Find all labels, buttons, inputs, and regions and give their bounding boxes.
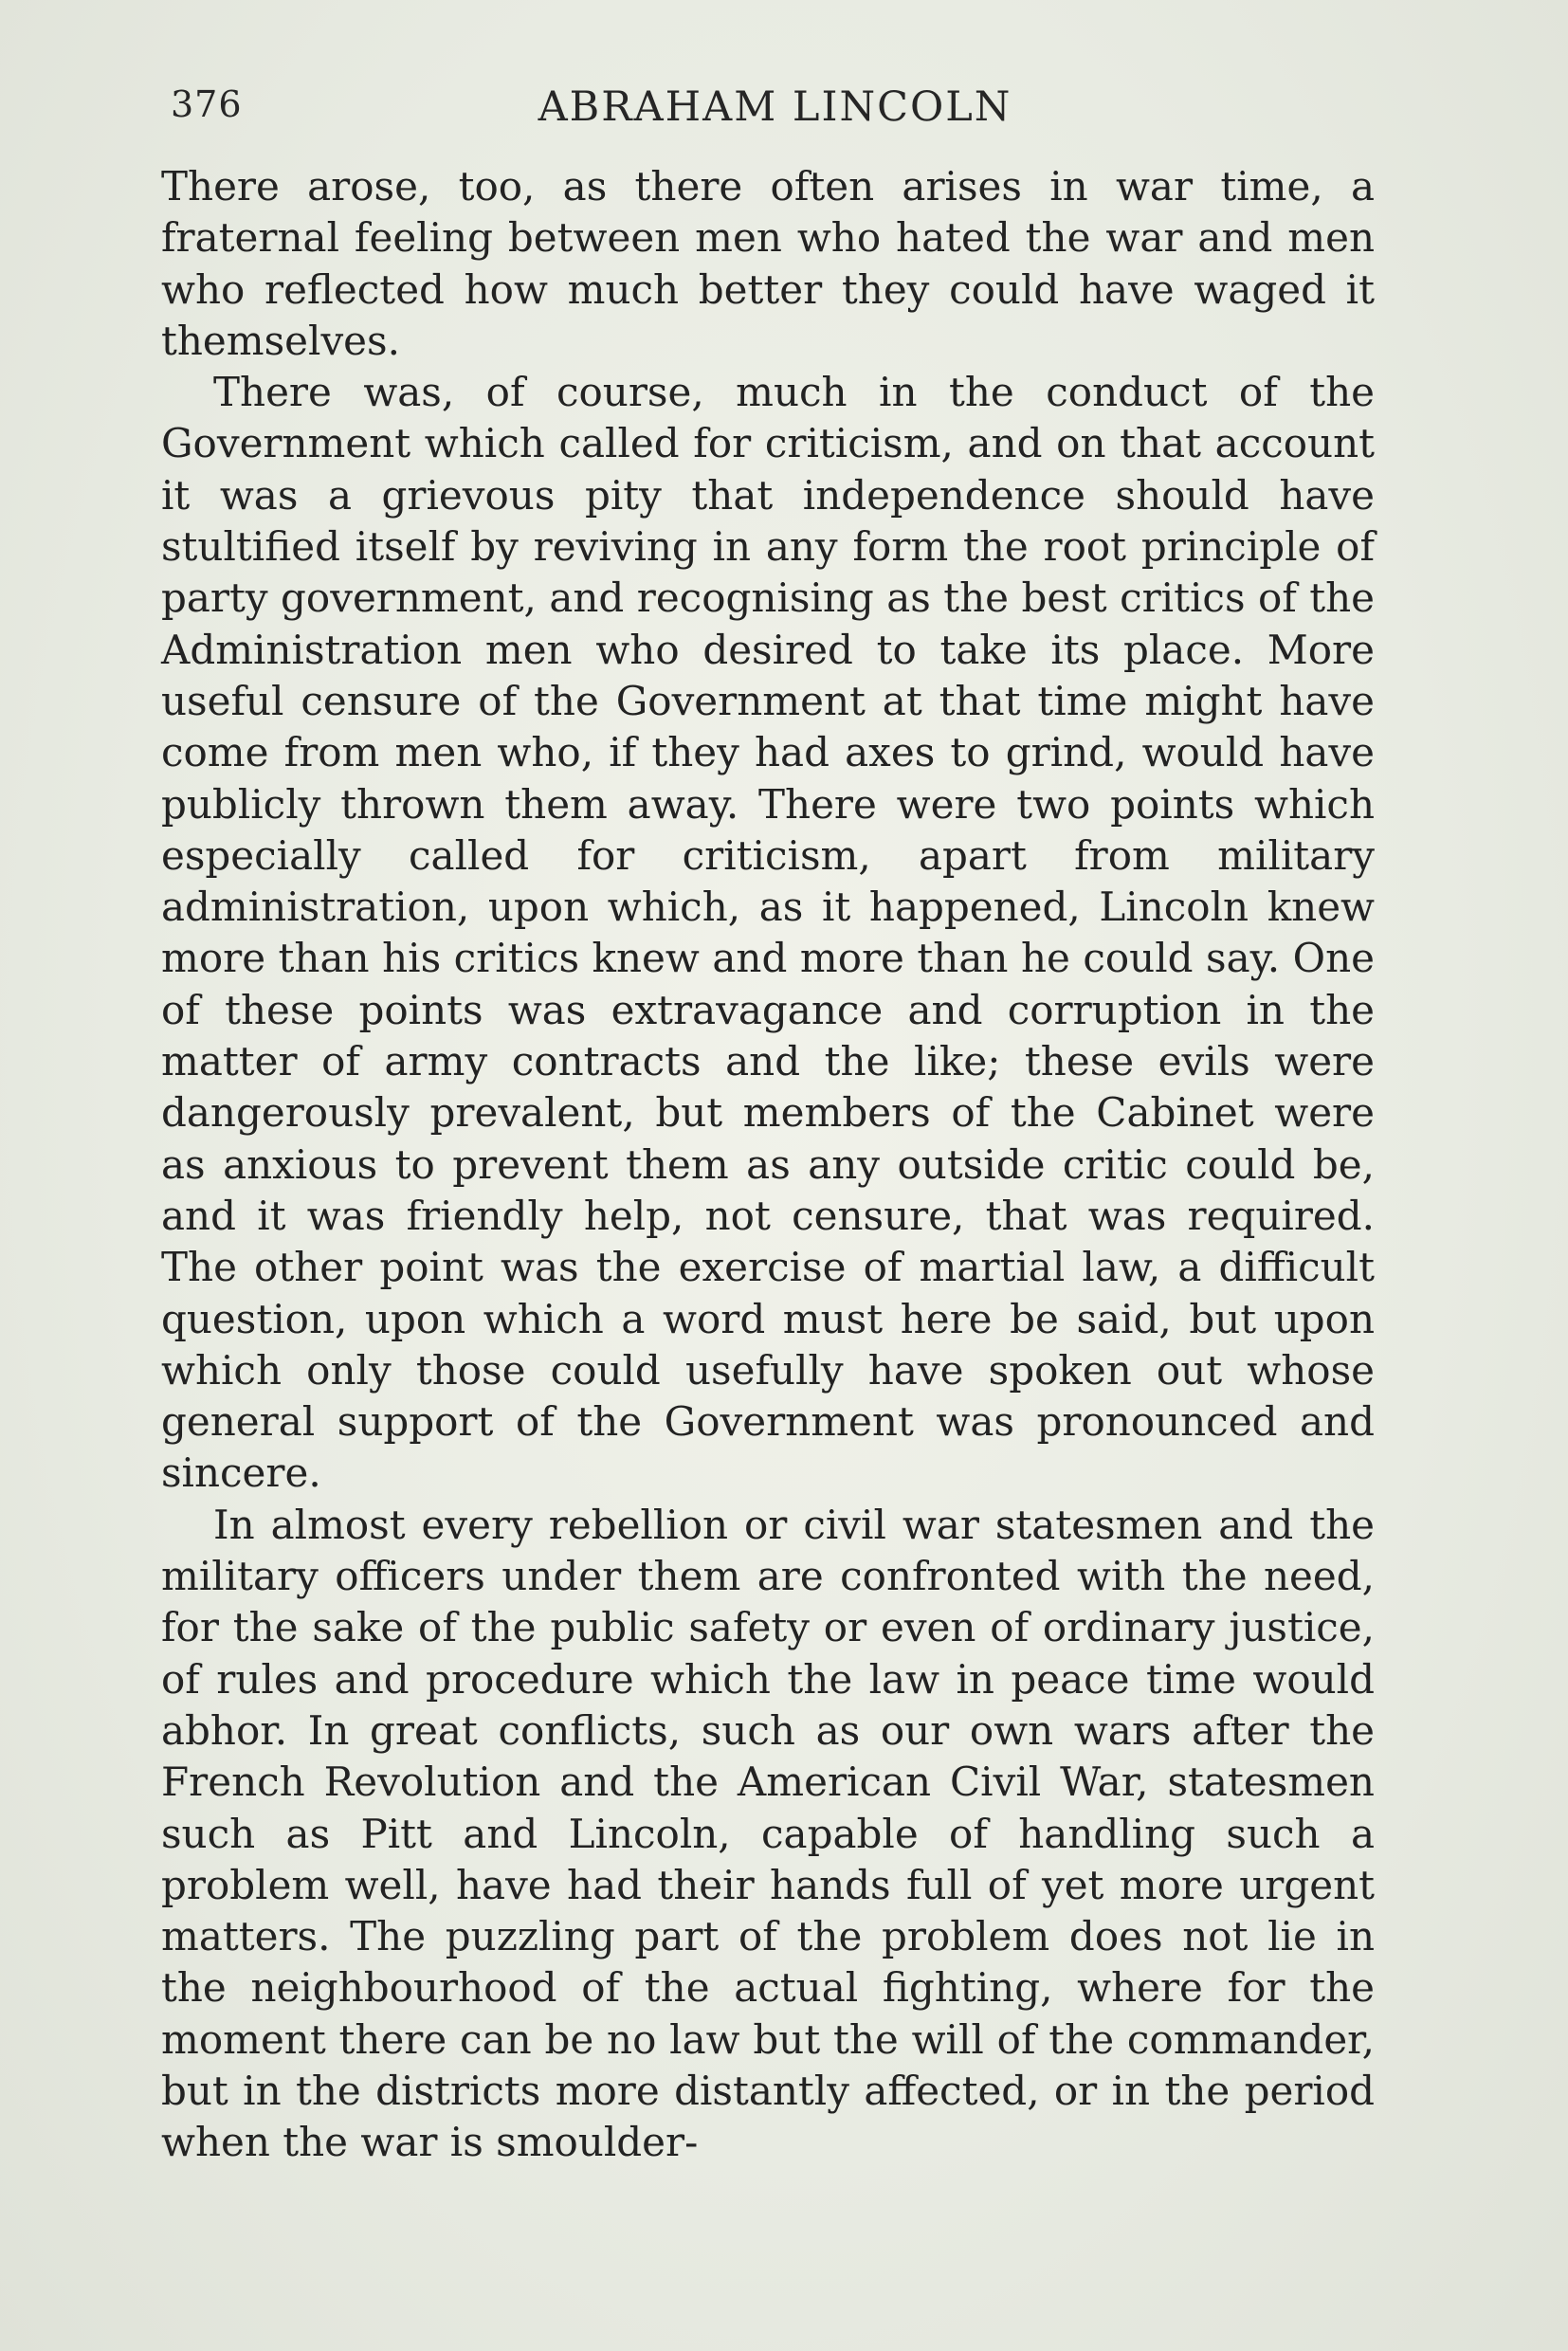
body-text (161, 161, 1375, 2169)
paragraph-3: In almost every rebellion or civil war statesmen and the military officers under them are confronted with the need, for the sake of the public safety or even of ordinary justice, of rules and procedure which the law in peace time would abhor. In great conflicts, such as our own wars after the French Revolution and the American Civil War, statesmen such as Pitt and Lincoln, capable of handling such a problem well, have had their hands full of yet more urgent matters. The puzzling part of the problem does not lie in the neighbourhood of the actual fighting, where for the moment there can be no law but the will of the commander, but in the districts more distantly affected, or in the period when the war is smoulder- (161, 1501, 1375, 2166)
paragraph-2: There was, of course, much in the conduct of the Government which called for criticism, and on that account it was a grievous pity that independence should have stultified itself by reviving in any form the root principle of party government, and recognising as the best critics of the Administration men who desired to take its place. More useful censure of the Government at that time might have come from men who, if they had axes to grind, would have publicly thrown them away. There were two points which especially called for criticism, apart from military administration, upon which, as it happened, Lincoln knew more than his critics knew and more than he could say. One of these points was extravagance and corruption in the matter of army contracts and the like; these evils were dangerously prevalent, but members of the Cabinet were as anxious to prevent them as any outside critic could be, and it was friendly help, not censure, that was required. The other point was the exercise of martial law, a difficult question, upon which a word must here be said, but upon which only those could usefully have spoken out whose general support of the Government was pronounced and sincere. (161, 369, 1375, 1497)
paragraph-1: There arose, too, as there often arises in war time, a fraternal feeling between men who hated the war and men who reflected how much better they could have waged it themselves. (161, 163, 1375, 364)
running-head: ABRAHAM LINCOLN (538, 83, 1012, 131)
page-header (171, 78, 1379, 135)
page-number: 376 (171, 83, 243, 125)
